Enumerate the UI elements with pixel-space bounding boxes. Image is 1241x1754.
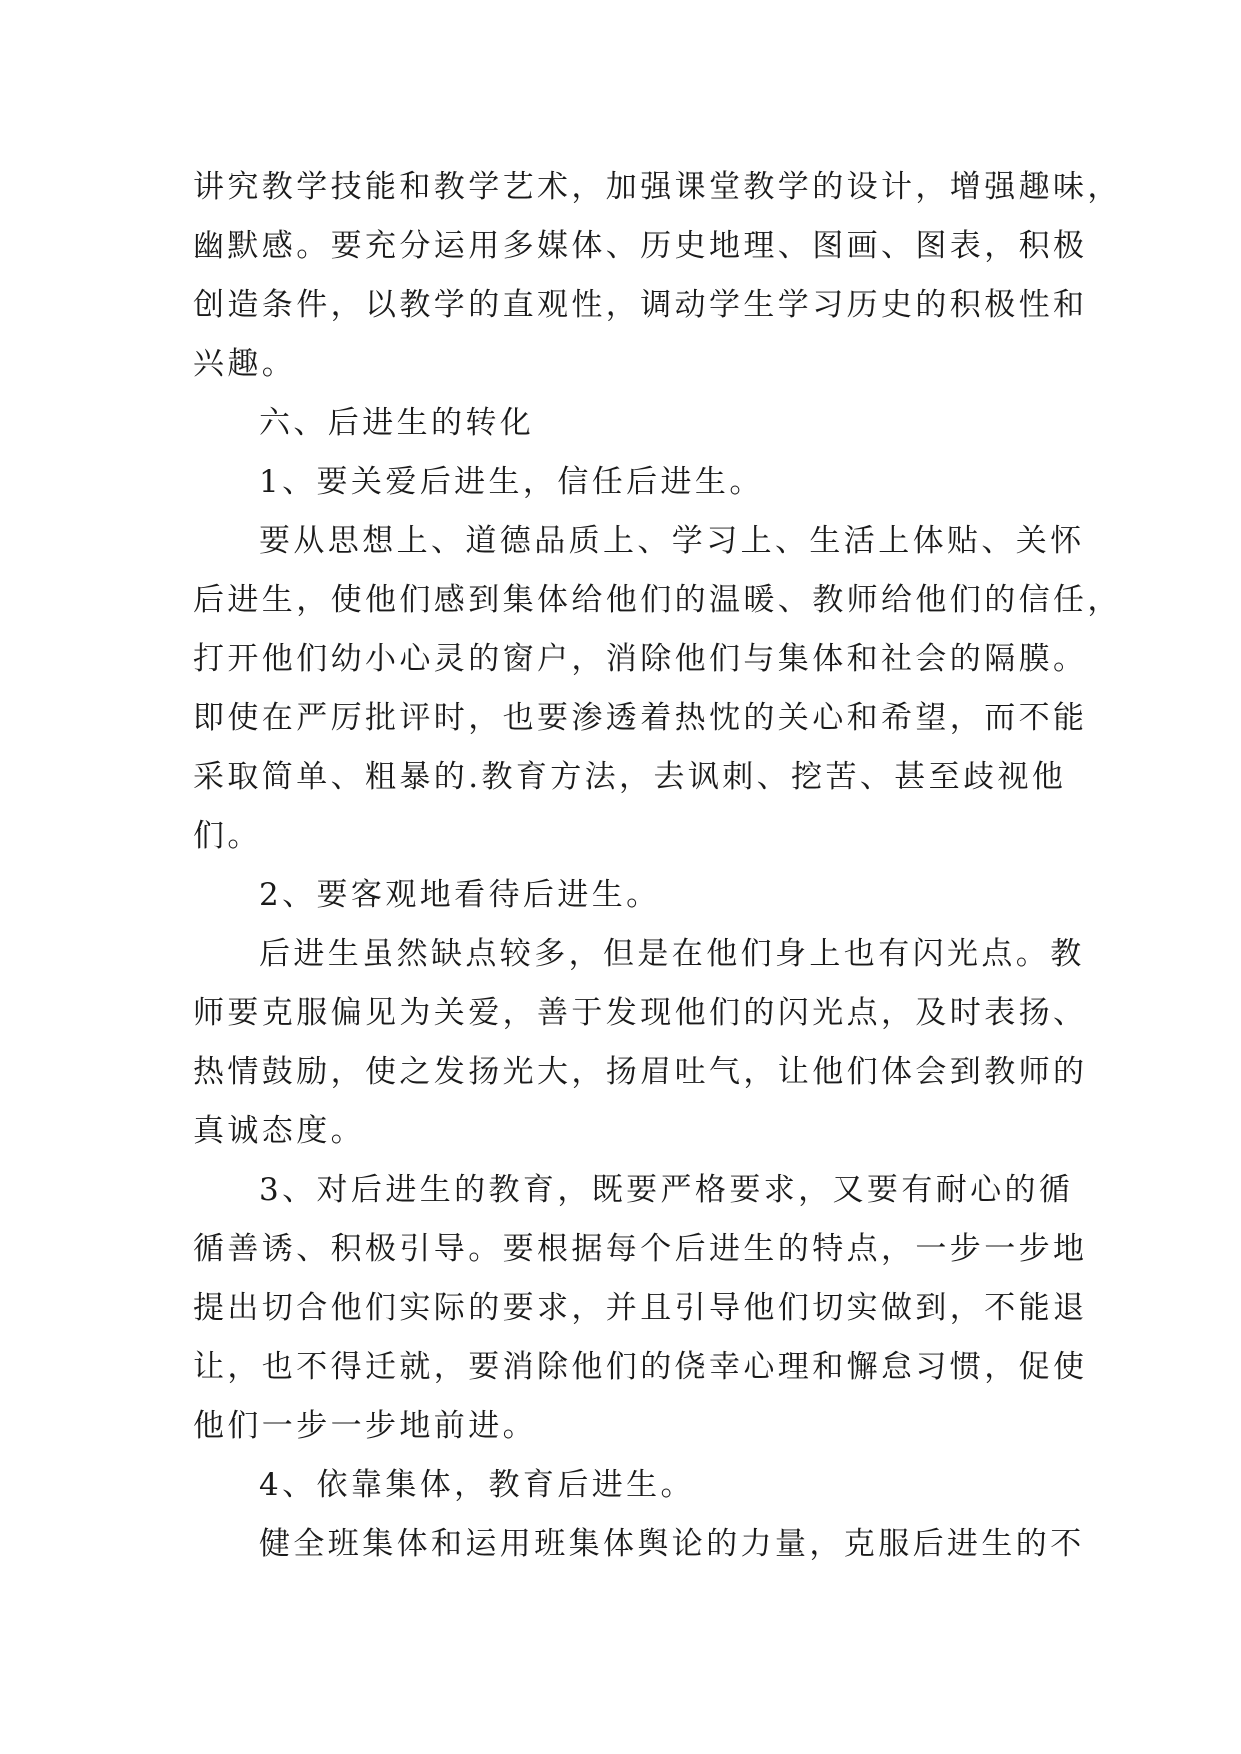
document-body bbox=[193, 158, 1122, 1574]
text-line: 讲究教学技能和教学艺术，加强课堂教学的设计，增强趣味， bbox=[193, 169, 1122, 205]
text-line: 循善诱、积极引导。要根据每个后进生的特点，一步一步地 bbox=[193, 1231, 1088, 1267]
text-line: 采取简单、粗暴的.教育方法，去讽刺、挖苦、甚至歧视他 bbox=[193, 759, 1067, 795]
section-heading: 六、后进生的转化 bbox=[259, 405, 535, 441]
text-line: 提出切合他们实际的要求，并且引导他们切实做到，不能退 bbox=[193, 1290, 1088, 1326]
text-line: 师要克服偏见为关爱，善于发现他们的闪光点，及时表扬、 bbox=[193, 995, 1088, 1031]
text-line: 即使在严厉批评时，也要渗透着热忱的关心和希望，而不能 bbox=[193, 700, 1088, 736]
text-line: 健全班集体和运用班集体舆论的力量，克服后进生的不 bbox=[259, 1526, 1085, 1562]
text-line: 后进生虽然缺点较多，但是在他们身上也有闪光点。教 bbox=[259, 936, 1085, 972]
subheading: 2、要客观地看待后进生。 bbox=[259, 877, 661, 913]
text-line: 真诚态度。 bbox=[193, 1113, 365, 1149]
text-line: 创造条件，以教学的直观性，调动学生学习历史的积极性和 bbox=[193, 287, 1088, 323]
text-line: 们。 bbox=[193, 818, 262, 854]
text-line: 他们一步一步地前进。 bbox=[193, 1408, 537, 1444]
text-line: 打开他们幼小心灵的窗户，消除他们与集体和社会的隔膜。 bbox=[193, 641, 1088, 677]
text-line: 热情鼓励，使之发扬光大，扬眉吐气，让他们体会到教师的 bbox=[193, 1054, 1088, 1090]
text-line: 兴趣。 bbox=[193, 346, 297, 382]
text-line: 要从思想上、道德品质上、学习上、生活上体贴、关怀 bbox=[259, 523, 1085, 559]
text-line: 让，也不得迁就，要消除他们的侥幸心理和懈怠习惯，促使 bbox=[193, 1349, 1088, 1385]
subheading: 4、依靠集体，教育后进生。 bbox=[259, 1467, 695, 1503]
subheading: 1、要关爱后进生，信任后进生。 bbox=[259, 464, 764, 500]
text-line: 幽默感。要充分运用多媒体、历史地理、图画、图表，积极 bbox=[193, 228, 1088, 264]
text-line: 后进生，使他们感到集体给他们的温暖、教师给他们的信任， bbox=[193, 582, 1122, 618]
subheading: 3、对后进生的教育，既要严格要求，又要有耐心的循 bbox=[259, 1172, 1074, 1208]
